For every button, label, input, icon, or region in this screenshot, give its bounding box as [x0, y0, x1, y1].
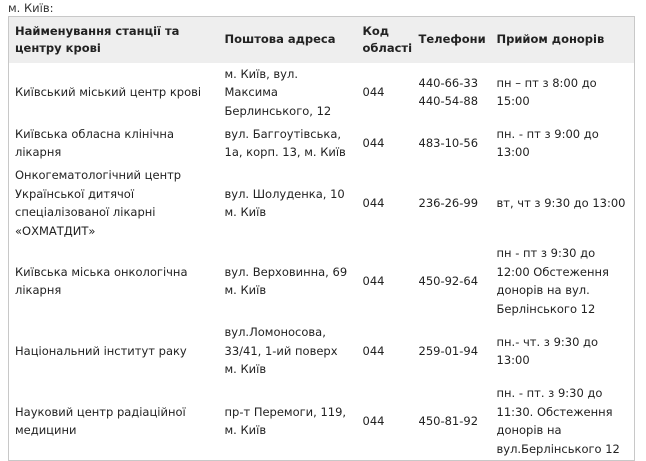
header-phones: Телефони: [418, 32, 486, 47]
cell-station-name: Київський міський центр крові: [15, 85, 202, 99]
cell-hours: пн.- чт. з 9:30 до 13:00: [496, 334, 599, 367]
cell-phones: 440-66-33 440-54-88: [418, 75, 479, 109]
city-caption: м. Київ:: [8, 1, 54, 15]
table-row: [9, 63, 635, 123]
cell-phones: 483-10-56: [418, 135, 479, 150]
cell-address: пр-т Перемоги, 119, м. Київ: [224, 404, 347, 437]
cell-phones: 259-01-94: [418, 343, 479, 358]
cell-address: вул.Ломоносова, 33/41, 1-ий поверх м. Київ: [224, 325, 338, 377]
table-row: [9, 122, 635, 164]
cell-code: 044: [362, 195, 385, 210]
header-donor-hours: Прийом донорів: [496, 32, 605, 47]
cell-code: 044: [362, 273, 385, 288]
table-row: [9, 382, 635, 461]
table-header-row: [9, 17, 635, 63]
table-row: [9, 320, 635, 382]
cell-address: вул. Шолуденка, 10 м. Київ: [224, 186, 345, 219]
cell-address: вул. Баггоутівська, 1а, корп. 13, м. Київ: [224, 126, 346, 159]
cell-phones: 236-26-99: [418, 195, 479, 210]
cell-hours: пн – пт з 8:00 до 15:00: [496, 75, 597, 109]
cell-hours: вт, чт з 9:30 до 13:00: [496, 195, 626, 210]
header-postal-address: Поштова адреса: [224, 32, 336, 47]
cell-station-name: Київська обласна клінічна лікарня: [15, 126, 174, 159]
cell-code: 044: [362, 135, 385, 150]
cell-hours: пн. - пт. з 9:30 до 11:30. Обстеження донорів на вул.Берлінського 12: [496, 386, 620, 456]
cell-address: вул. Верховинна, 69 м. Київ: [224, 264, 348, 297]
cell-phones: 450-81-92: [418, 413, 479, 428]
header-station-name: Найменування станції та центру крові: [15, 23, 180, 55]
header-region-code: Код області: [362, 23, 413, 55]
cell-code: 044: [362, 85, 385, 99]
cell-station-name: Національний інститут раку: [15, 343, 187, 358]
cell-station-name: Київська міська онкологічна лікарня: [15, 264, 188, 297]
table-row: [9, 242, 635, 320]
blood-stations-table: [8, 16, 635, 461]
cell-hours: пн - пт з 9:30 до 12:00 Обстеження донорів на вул. Берлінського 12: [496, 246, 609, 316]
cell-station-name: Науковий центр радіаційної медицини: [15, 404, 186, 437]
cell-station-name: Онкогематологічний центр Української дитячої спеціалізованої лікарні «ОХМАТДИТ»: [15, 168, 182, 238]
cell-hours: пн. - пт з 9:00 до 13:00: [496, 126, 599, 159]
cell-code: 044: [362, 343, 385, 358]
cell-code: 044: [362, 413, 385, 428]
cell-address: м. Київ, вул. Максима Берлинського, 12: [224, 66, 332, 118]
table-row: [9, 164, 635, 242]
cell-phones: 450-92-64: [418, 273, 479, 288]
